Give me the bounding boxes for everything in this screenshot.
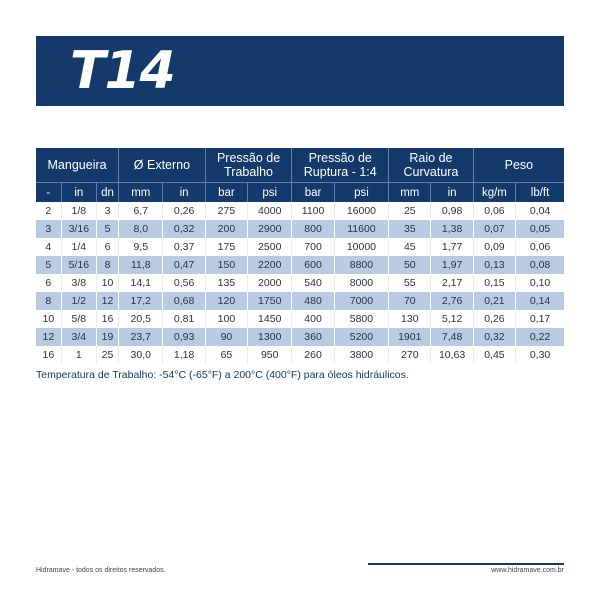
group-header-row — [36, 148, 564, 183]
table-cell: 0,47 — [163, 256, 205, 274]
table-cell: 2500 — [248, 238, 292, 256]
table-cell: 90 — [205, 328, 247, 346]
table-cell: 2,76 — [431, 292, 473, 310]
table-cell: 3 — [36, 220, 61, 238]
table-cell: 0,56 — [163, 274, 205, 292]
sub-header-cell: in — [61, 183, 96, 203]
group-header-cell: Pressão de Ruptura - 1:4 — [292, 148, 389, 183]
table-cell: 0,06 — [516, 238, 564, 256]
table-cell: 12 — [96, 292, 118, 310]
table-row — [36, 346, 564, 364]
table-cell: 400 — [292, 310, 334, 328]
table-cell: 1 — [61, 346, 96, 364]
table-cell: 800 — [292, 220, 334, 238]
table-row — [36, 274, 564, 292]
table-cell: 70 — [389, 292, 431, 310]
table-cell: 8800 — [334, 256, 388, 274]
table-cell: 120 — [205, 292, 247, 310]
table-cell: 270 — [389, 346, 431, 364]
table-row — [36, 310, 564, 328]
table-cell: 3/4 — [61, 328, 96, 346]
table-cell: 9,5 — [119, 238, 163, 256]
table-cell: 3/8 — [61, 274, 96, 292]
sub-header-cell: in — [431, 183, 473, 203]
table-cell: 11600 — [334, 220, 388, 238]
sub-header-cell: mm — [119, 183, 163, 203]
group-header-cell: Raio de Curvatura — [389, 148, 474, 183]
table-cell: 2,17 — [431, 274, 473, 292]
table-cell: 6 — [96, 238, 118, 256]
table-cell: 1,18 — [163, 346, 205, 364]
table-cell: 5 — [36, 256, 61, 274]
table-cell: 25 — [389, 202, 431, 220]
table-cell: 0,93 — [163, 328, 205, 346]
table-cell: 0,37 — [163, 238, 205, 256]
table-cell: 700 — [292, 238, 334, 256]
table-cell: 2 — [45, 205, 52, 217]
table-cell: 0,81 — [163, 310, 205, 328]
table-cell: 2000 — [248, 274, 292, 292]
table-row — [36, 202, 564, 220]
sub-header-cell: psi — [248, 183, 292, 203]
table-cell: 11,8 — [119, 256, 163, 274]
table-cell: 0,45 — [473, 346, 515, 364]
table-cell: 5,12 — [431, 310, 473, 328]
table-row — [36, 220, 564, 238]
table-cell: 0,05 — [516, 220, 564, 238]
table-cell: 1/8 — [61, 202, 96, 220]
table-cell: 5200 — [334, 328, 388, 346]
table-cell: 50 — [389, 256, 431, 274]
sub-header-cell: dn — [96, 183, 118, 203]
table-cell: 200 — [205, 220, 247, 238]
table-cell: 2900 — [248, 220, 292, 238]
table-cell: 0,21 — [473, 292, 515, 310]
table-cell: 0,26 — [473, 310, 515, 328]
table-cell: 19 — [96, 328, 118, 346]
table-cell: 7000 — [334, 292, 388, 310]
table-cell: 2200 — [248, 256, 292, 274]
group-header-cell: Mangueira — [36, 148, 119, 183]
table-cell: 8 — [36, 292, 61, 310]
table-cell: 7,48 — [431, 328, 473, 346]
table-cell: 10,63 — [431, 346, 473, 364]
footer-divider — [368, 563, 564, 565]
table-cell: 950 — [248, 346, 292, 364]
table-cell: 260 — [292, 346, 334, 364]
table-cell: 360 — [292, 328, 334, 346]
table-cell: 1,97 — [431, 256, 473, 274]
table-cell: 1901 — [389, 328, 431, 346]
table-cell: 1750 — [248, 292, 292, 310]
table-body — [36, 202, 564, 364]
table-cell: 600 — [292, 256, 334, 274]
table-cell: 0,98 — [431, 202, 473, 220]
table-cell: 14,1 — [119, 274, 163, 292]
table-cell: 5800 — [334, 310, 388, 328]
table-cell: 10000 — [334, 238, 388, 256]
table-cell: 3 — [96, 202, 118, 220]
table-cell: 16 — [42, 349, 55, 361]
table-cell: 0,09 — [473, 238, 515, 256]
table-cell: 1450 — [248, 310, 292, 328]
table-cell: 6,7 — [119, 202, 163, 220]
table-cell: 0,26 — [163, 202, 205, 220]
table-cell: 175 — [205, 238, 247, 256]
table-cell: 150 — [205, 256, 247, 274]
table-cell: 0,13 — [473, 256, 515, 274]
sub-header-row — [36, 183, 564, 203]
footer-website: www.hidramave.com.br — [491, 567, 564, 574]
table-cell: 0,32 — [473, 328, 515, 346]
table-cell: 0,04 — [516, 202, 564, 220]
spec-table — [36, 148, 564, 364]
table-cell: 0,14 — [516, 292, 564, 310]
sub-header-cell: in — [163, 183, 205, 203]
table-cell: 65 — [205, 346, 247, 364]
table-cell: 135 — [205, 274, 247, 292]
table-cell: 1100 — [292, 202, 334, 220]
table-cell: 0,22 — [516, 328, 564, 346]
table-cell: 4000 — [248, 202, 292, 220]
table-cell: 100 — [205, 310, 247, 328]
sub-header-cell: mm — [389, 183, 431, 203]
table-cell: 5 — [96, 220, 118, 238]
table-cell: 1300 — [248, 328, 292, 346]
sub-header-cell: bar — [292, 183, 334, 203]
table-cell: 23,7 — [119, 328, 163, 346]
table-cell: 6 — [45, 277, 52, 289]
table-cell: 3800 — [334, 346, 388, 364]
table-row — [36, 292, 564, 310]
table-cell: 275 — [205, 202, 247, 220]
table-row — [36, 328, 564, 346]
table-cell: 8,0 — [119, 220, 163, 238]
table-cell: 540 — [292, 274, 334, 292]
group-header-cell: Ø Externo — [119, 148, 206, 183]
table-cell: 12 — [36, 328, 61, 346]
table-row — [36, 238, 564, 256]
table-cell: 45 — [389, 238, 431, 256]
table-cell: 16000 — [334, 202, 388, 220]
table-cell: 0,68 — [163, 292, 205, 310]
table-cell: 55 — [389, 274, 431, 292]
table-cell: 4 — [45, 241, 52, 253]
temperature-note: Temperatura de Trabalho: -54°C (-65°F) a 200°C (400°F) para óleos hidráulicos. — [36, 369, 409, 381]
table-cell: 8 — [96, 256, 118, 274]
table-cell: 10 — [42, 313, 55, 325]
table-cell: 0,08 — [516, 256, 564, 274]
table-cell: 0,07 — [473, 220, 515, 238]
table-cell: 8000 — [334, 274, 388, 292]
table-cell: 30,0 — [119, 346, 163, 364]
table-cell: 0,06 — [473, 202, 515, 220]
table-cell: 5/8 — [61, 310, 96, 328]
page-title: T14 — [70, 41, 175, 101]
sub-header-cell: lb/ft — [516, 183, 564, 203]
table-cell: 1/4 — [61, 238, 96, 256]
table-cell: 480 — [292, 292, 334, 310]
table-cell: 0,15 — [473, 274, 515, 292]
sub-header-cell: psi — [334, 183, 388, 203]
table-cell: 5/16 — [61, 256, 96, 274]
table-cell: 0,10 — [516, 274, 564, 292]
table-cell: 17,2 — [119, 292, 163, 310]
table-cell: 35 — [389, 220, 431, 238]
table-cell: 10 — [96, 274, 118, 292]
table-cell: 1,77 — [431, 238, 473, 256]
table-cell: 16 — [96, 310, 118, 328]
title-banner — [36, 36, 564, 106]
table-cell: 0,32 — [163, 220, 205, 238]
table-cell: 1/2 — [61, 292, 96, 310]
group-header-cell: Peso — [473, 148, 564, 183]
table-cell: 1,38 — [431, 220, 473, 238]
sub-header-cell: kg/m — [473, 183, 515, 203]
sub-header-cell: - — [36, 183, 61, 203]
table-cell: 130 — [389, 310, 431, 328]
table-cell: 25 — [96, 346, 118, 364]
table-cell: 3/16 — [61, 220, 96, 238]
table-row — [36, 256, 564, 274]
sub-header-cell: bar — [205, 183, 247, 203]
table-cell: 0,17 — [516, 310, 564, 328]
footer-copyright: Hidramave - todos os direitos reservados. — [36, 567, 166, 574]
table-cell: 0,30 — [516, 346, 564, 364]
table-cell: 20,5 — [119, 310, 163, 328]
group-header-cell: Pressão de Trabalho — [205, 148, 292, 183]
